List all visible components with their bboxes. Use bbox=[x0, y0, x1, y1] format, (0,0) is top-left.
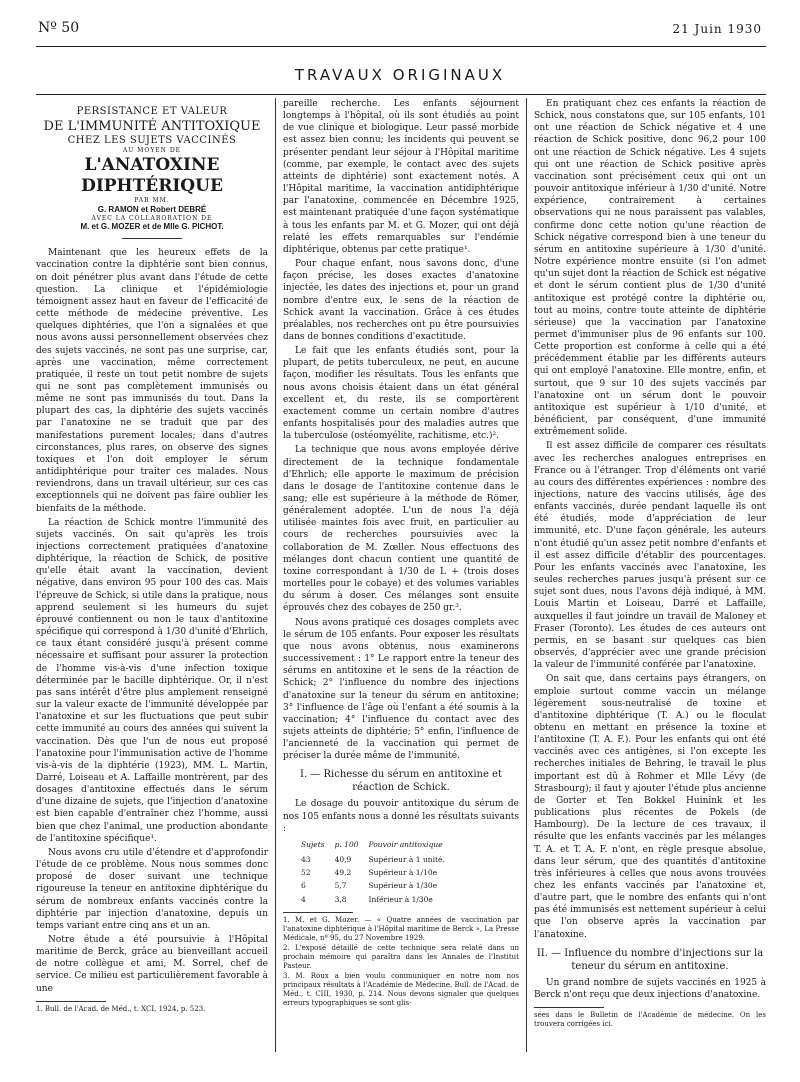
section-heading: I. — Richesse du sérum en antitoxine et réaction de Schick. bbox=[300, 769, 502, 794]
table-row bbox=[301, 893, 455, 906]
table-cell: 52 bbox=[301, 868, 311, 878]
paragraph: Un grand nombre de sujets vaccinés en 1925 à Berck n'ont reçu que deux injections d'anatoxine. bbox=[534, 977, 766, 1000]
section-rule bbox=[36, 94, 766, 95]
column-divider bbox=[526, 98, 527, 1052]
table-cell: Inférieur à 1/30e bbox=[368, 894, 433, 904]
table-cell: Supérieur à 1/30e bbox=[368, 881, 438, 891]
table-cell: 49,2 bbox=[334, 868, 352, 878]
footnote: 2. L'exposé détaillé de cette technique sera relaté dans un prochain mémoire qui paraîtra dans les Annales de l'Institut Pasteur. bbox=[283, 943, 519, 970]
table-row bbox=[301, 866, 455, 879]
title-line-1: PERSISTANCE ET VALEUR bbox=[76, 106, 228, 117]
par-mm: PAR MM. bbox=[134, 197, 170, 205]
paragraph: Le fait que les enfants étudiés sont, pour la plupart, de petits tuberculeux, ne peut, en aucune façon, modifier les résultats. Tous les enfants que nous avons choisis étaient dans un état général excellent et, du reste, ils se comportèrent exactement comme un certain nombre d'autres enfants hospitalisés pour des maladies autres que la tuberculose (ostéomyélite, rachitisme, etc.)². bbox=[283, 346, 519, 442]
table-row bbox=[301, 879, 455, 892]
table-cell: 4 bbox=[301, 894, 306, 904]
footnote-rule bbox=[283, 912, 353, 913]
issue-date: 21 Juin 1930 bbox=[672, 22, 762, 36]
title-line-3: CHEZ LES SUJETS VACCINÉS bbox=[67, 134, 237, 146]
paragraph: La réaction de Schick montre l'immunité des sujets vaccinés. On sait qu'après les trois injections correctement pratiquées d'anatoxine diphtérique, la réaction de Schick, de positive qu'elle était avant la vaccination, devient négative, dans environ 95 pour 100 des cas. Mais l'épreuve de Schick, si utile dans la pratique, nous apprend seulement si les humeurs du sujet éprouvé contiennent ou non le taux d'antitoxine spécifique qui correspond à 1/30 d'unité d'Ehrlich, ce taux étant considéré jusqu'à présent comme nécessaire et suffisant pour assurer la protection de l'homme vis-à-vis d'une infection toxique déterminée par le bacille diphtérique. Or, il n'est pas sans intérêt d'être plus amplement renseigné sur la valeur exacte de l'immunité développée par l'anatoxine et sur les fluctuations que peut subir cette immunité au cours des années qui suivent la vaccination. Dès que l'un de nous eut proposé l'anatoxine pour l'immunisation active de l'homme vis-à-vis de la diphtérie (1923), MM. L. Martin, Darré, Loiseau et A. Laffaille montrèrent, par des dosages d'antitoxine effectués dans le sérum d'une dizaine de sujets, que l'injection d'anatoxine est bien capable d'entraîner chez l'homme, aussi bien que chez l'animal, une production abondante de l'antitoxine spécifique¹. bbox=[36, 517, 268, 844]
page-number: Nº 50 bbox=[38, 20, 80, 36]
section-title: TRAVAUX ORIGINAUX bbox=[294, 66, 506, 84]
paragraph: Nous avons pratiqué ces dosages complets avec le sérum de 105 enfants. Pour exposer les résultats que nous avons obtenus, nous examinerons successivement : 1° Le rapport entre la teneur des sérums en antitoxine et le sens de la réaction de Schick; 2° l'influence du nombre des injections d'anatoxine sur la teneur du sérum en antitoxine; 3° l'influence de l'âge où l'enfant a été soumis à la vaccination; 4° l'influence du contact avec des sujets atteints de diphtérie; 5° enfin, l'influence de l'ancienneté de la vaccination qui permet de préciser la durée même de l'immunité. bbox=[283, 617, 519, 762]
section-heading: II. — Influence du nombre d'injections sur la teneur du sérum en antitoxine. bbox=[536, 947, 764, 972]
footnote-rule bbox=[36, 1001, 106, 1002]
table-cell: Supérieur à 1 unité. bbox=[368, 855, 445, 865]
paragraph: On sait que, dans certains pays étrangers, on emploie surtout comme vaccin un mélange légèrement sous-neutralisé de toxine et d'antitoxine diphtérique (T. A.) ou le floculat obtenu en mettant en présence la toxine et l'antitoxine (T. A. F.). Pour les enfants qui ont été vaccinés avec ces antigènes, si l'on excepte les recherches initiales de Behring, le travail le plus important est dû à Rohmer et Mlle Lévy (de Strasbourg); il faut y ajouter l'étude plus ancienne de Gorter et Ten Bokkel Huinink et les publications plus récentes de Pokels (de Hambourg). De la lecture de ces travaux, il résulte que les enfants vaccinés par les mélanges T. A. et T. A. F. n'ont, en règle presque absolue, dans leur sérum, que des quantités d'antitoxine très inférieures à celles que nous avons trouvées chez les enfants vaccinés par l'anatoxine et, d'autre part, que le nombre des enfants qui n'ont pas été immunisés est nettement supérieur à celui que l'on observe après la vaccination par l'anatoxine. bbox=[534, 674, 766, 940]
table-cell: Supérieur à 1/10e bbox=[368, 868, 438, 878]
footnote-rule bbox=[534, 1007, 604, 1008]
footnote: 1. M. et G. Mozer. — « Quatre années de vaccination par l'anatoxine diphtérique à l'Hôpital maritime de Berck », La Presse Médicale, nº 95, du 27 Novembre 1929. bbox=[283, 915, 519, 942]
footnote: 3. M. Roux a bien voulu communiquer en notre nom nos principaux résultats à l'Académie de Médecine, Bull. de l'Acad. de Méd., t. CIII, 1930, p. 214. Nous devons signaler que quelques erreurs typographiques se sont glis- bbox=[283, 971, 519, 1007]
paragraph: Le dosage du pouvoir antitoxique du sérum de nos 105 enfants nous a donné les résultats suivants : bbox=[283, 799, 519, 834]
paragraph: pareille recherche. Les enfants séjournent longtemps à l'hôpital, où ils sont étudiés au point de vue clinique et biologique. Leur passé morbide est assez bien connu; les incidents qui peuvent se présenter pendant leur séjour à l'Hôpital maritime (comme, par exemple, le contact avec des sujets atteints de diphtérie) sont exactement notés. A l'Hôpital maritime, la vaccination antidiphtérique par l'anatoxine, commencée en Décembre 1925, est maintenant pratiquée d'une façon systématique à tous les enfants par M. et G. Mozer, qui ont déjà relaté les effets remarquables sur l'endémie diphtérique, obtenus par cette pratique¹. bbox=[283, 99, 519, 255]
paragraph: Maintenant que les heureux effets de la vaccination contre la diphtérie sont bien connus, on doit pénétrer plus avant dans l'étude de cette question. La clinique et l'épidémiologie témoignent assez haut en faveur de l'efficacité de cette méthode de médecine préventive. Les quelques diphtéries, que l'on a signalées et que nous avons aussi personnellement observées chez des sujets vaccinés, ne sont pas une surprise, car, après une vaccination, même correctement pratiquée, il reste un tout petit nombre de sujets qui ne sont pas complètement immunisés ou même ne sont pas immunisés du tout. Dans la plupart des cas, la diphtérie des sujets vaccinés par l'anatoxine ne se traduit que par des manifestations purement locales; dans d'autres circonstances, plus rares, on observe des signes toxiques et l'on doit employer le sérum antidiphtérique pour traiter ces malades. Nous reviendrons, dans un travail ultérieur, sur ces cas exceptionnels qui ne doivent pas faire oublier les bienfaits de la méthode. bbox=[36, 248, 268, 514]
table-cell: 6 bbox=[301, 881, 306, 891]
header-rule bbox=[36, 46, 766, 47]
paragraph: Notre étude a été poursuivie à l'Hôpital maritime de Berck, grâce au bienveillant accueil de notre collègue et ami, M. Sorrel, chef de service. Ce milieu est particulièrement favorable à une bbox=[36, 935, 268, 994]
footnote: sées dans le Bulletin de l'Académie de médecine. On les trouvera corrigées ici. bbox=[534, 1011, 766, 1029]
table-header: p. 100 bbox=[334, 839, 359, 849]
column-3 bbox=[534, 98, 766, 1030]
table-header-row bbox=[301, 839, 455, 853]
column-1 bbox=[36, 106, 268, 1015]
table-cell: 40,9 bbox=[334, 855, 352, 865]
column-2 bbox=[283, 98, 519, 1009]
title-rule bbox=[122, 238, 182, 239]
table-header: Pouvoir antitoxique bbox=[368, 839, 443, 849]
title-line-4: AU MOYEN DE bbox=[122, 147, 182, 155]
collaboration-label: AVEC LA COLLABORATION DE bbox=[91, 214, 213, 222]
paragraph: Pour chaque enfant, nous savons donc, d'une façon précise, les doses exactes d'anatoxine injectée, les dates des injections et, pour un grand nombre d'entre eux, le sens de la réaction de Schick avant la vaccination. Grâce à ces études préalables, nos recherches ont pu être poursuivies dans de bonnes conditions d'exactitude. bbox=[283, 259, 519, 342]
collaborators: M. et G. MOZER et de Mlle G. PICHOT. bbox=[80, 222, 224, 232]
table-cell: 5,7 bbox=[334, 881, 347, 891]
table-cell: 3,8 bbox=[334, 894, 347, 904]
table-cell: 43 bbox=[301, 855, 311, 865]
title-line-2: DE L'IMMUNITÉ ANTITOXIQUE bbox=[43, 118, 261, 134]
paragraph: La technique que nous avons employée dérive directement de la technique fondamentale d'Ehrlich; elle apporte le maximum de précision dans le dosage de l'antitoxine contenue dans le sang; elle est supérieure à la méthode de Römer, généralement adoptée. L'un de nous l'a déjà utilisée maintes fois avec fruit, en particulier au cours de recherches poursuivies avec la collaboration de M. Zœller. Nous effectuons des mélanges dont chacun contient une quantité de toxine correspondant à 1/30 de L + (trois doses mortelles pour le cobaye) et des volumes variables du sérum à doser. Ces mélanges sont ensuite éprouvés chez des cobayes de 250 gr.³. bbox=[283, 445, 519, 614]
paragraph: Il est assez difficile de comparer ces résultats avec les recherches analogues entreprises en France ou à l'étranger. Trop d'éléments ont varié au cours des différentes expériences : nombre des injections, nature des vaccins utilisés, âge des enfants vaccinés, durée pendant laquelle ils ont été étudiés, mode d'appréciation de leur immunité, etc. D'une façon générale, les auteurs n'ont étudié qu'un assez petit nombre d'enfants et il est assez difficile d'établir des pourcentages. Pour les enfants vaccinés avec l'anatoxine, les seules recherches parues jusqu'à présent sur ce sujet sont dues, nous l'avons déjà indiqué, à MM. Louis Martin et Loiseau, Darré et Laffaille, auxquelles il faut joindre un travail de Maloney et Fraser (Toronto). Les études de ces auteurs ont permis, en se basant sur quelques cas bien observés, d'apprécier avec une grande précision la valeur de l'immunité conférée par l'anatoxine. bbox=[534, 441, 766, 671]
column-divider bbox=[275, 98, 276, 1052]
footnote: 1. Bull. de l'Acad. de Méd., t. XCI, 1924, p. 523. bbox=[36, 1004, 206, 1013]
table-row bbox=[301, 853, 455, 866]
article-title-block bbox=[36, 106, 268, 239]
results-table bbox=[301, 839, 455, 906]
table-header: Sujets bbox=[301, 839, 325, 849]
paragraph: En pratiquant chez ces enfants la réaction de Schick, nous constatons que, sur 105 enfants, 101 ont une réaction de Schick négative et 4 une réaction de Schick positive, donc 96,2 pour 100 ont une réaction de Schick négative. Les 4 sujets qui ont une réaction de Schick positive après vaccination sont précisément ceux qui ont un pouvoir antitoxique inférieur à 1/30 d'unité. Notre expérience, contrairement à certaines observations qui ne nous paraissent pas valables, confirme donc cette notion qu'une réaction de Schick négative correspond bien à une teneur du sérum en antitoxine supérieure à 1/30 d'unité. Notre expérience montre ensuite (si l'on admet qu'un sujet dont la réaction de Schick est négative et dont le sérum contient plus de 1/30 d'unité antitoxique est protégé contre la diphtérie ou, tout au moins, contre toute atteinte de diphtérie sérieuse) que la vaccination par l'anatoxine permet d'immuniser plus de 96 enfants sur 100. Cette proportion est conforme à celle qui a été précédemment établie par les différents auteurs qui ont employé l'anatoxine. Elle montre, enfin, et surtout, que 9 sur 10 des sujets vaccinés par l'anatoxine ont un sérum dont le pouvoir antitoxique est supérieur à 1/10 d'unité, et bénéficient, par conséquent, d'une immunité extrêmement solide. bbox=[534, 99, 766, 438]
paragraph: Nous avons cru utile d'étendre et d'approfondir l'étude de ce problème. Nous nous sommes donc proposé de doser suivant une technique rigoureuse la teneur en antitoxine diphtérique du sérum de nombreux enfants vaccinés contre la diphtérie par injection d'anatoxine, depuis un temps variant entre cinq ans et un an. bbox=[36, 847, 268, 931]
title-line-5: L'ANATOXINE DIPHTÉRIQUE bbox=[81, 154, 223, 196]
authors: G. RAMON et Robert DEBRÉ bbox=[97, 204, 207, 214]
